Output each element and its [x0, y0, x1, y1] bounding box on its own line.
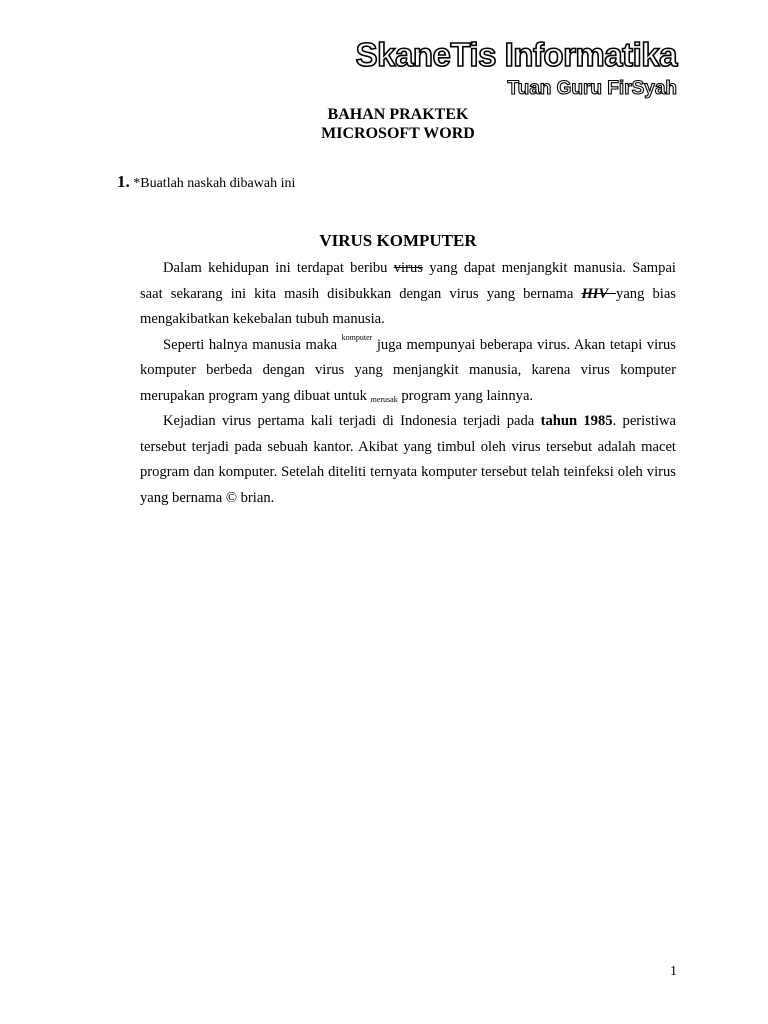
p3-bold-year: tahun 1985 [540, 413, 613, 429]
instruction-number: 1. [117, 172, 130, 191]
p1-text-b: yang dapat menjangkit manusia. Sampai saat sekarang ini kita masih disibukkan dengan virus yang bernama [140, 260, 676, 302]
p3-text-a: Kejadian virus pertama kali terjadi di Indonesia terjadi pada [163, 413, 541, 429]
p2-text-b: juga mempunyai beberapa virus. Akan tetapi virus komputer berbeda dengan virus yang menjangkit manusia, karena virus komputer merupakan program yang dibuat untuk [140, 336, 676, 404]
article-body [140, 256, 676, 511]
document-title-line2: MICROSOFT WORD [321, 125, 475, 142]
paragraph-2 [140, 333, 676, 410]
paragraph-3 [140, 409, 676, 511]
p1-hiv-word: HIV [581, 285, 617, 302]
paragraph-1 [140, 256, 676, 333]
page-number: 1 [670, 964, 677, 979]
p2-superscript-word: komputer [341, 332, 373, 342]
p2-subscript-word: merusak [370, 394, 398, 404]
p2-text-c: program yang lainnya. [397, 387, 534, 404]
p1-strikethrough-word: virus [393, 260, 423, 276]
document-title-line1: BAHAN PRAKTEK [327, 106, 469, 123]
brand-title: SkaneTis Informatika [355, 36, 677, 73]
section-title: VIRUS KOMPUTER [319, 231, 477, 250]
p3-text-b: . peristiwa tersebut terjadi pada sebuah kantor. Akibat yang timbul oleh virus tersebut adalah macet program dan komputer. Setelah diteliti ternyata komputer tersebut telah teinfeksi oleh virus yang bernama © brian. [140, 413, 677, 506]
p1-text-c: yang bias mengakibatkan kekebalan tubuh manusia. [140, 285, 676, 327]
instruction [117, 172, 295, 192]
author-name: Tuan Guru FirSyah [507, 78, 677, 99]
instruction-text: *Buatlah naskah dibawah ini [129, 176, 296, 191]
p2-text-a: Seperti halnya manusia maka [163, 336, 342, 353]
p1-text-a: Dalam kehidupan ini terdapat beribu [163, 260, 394, 276]
